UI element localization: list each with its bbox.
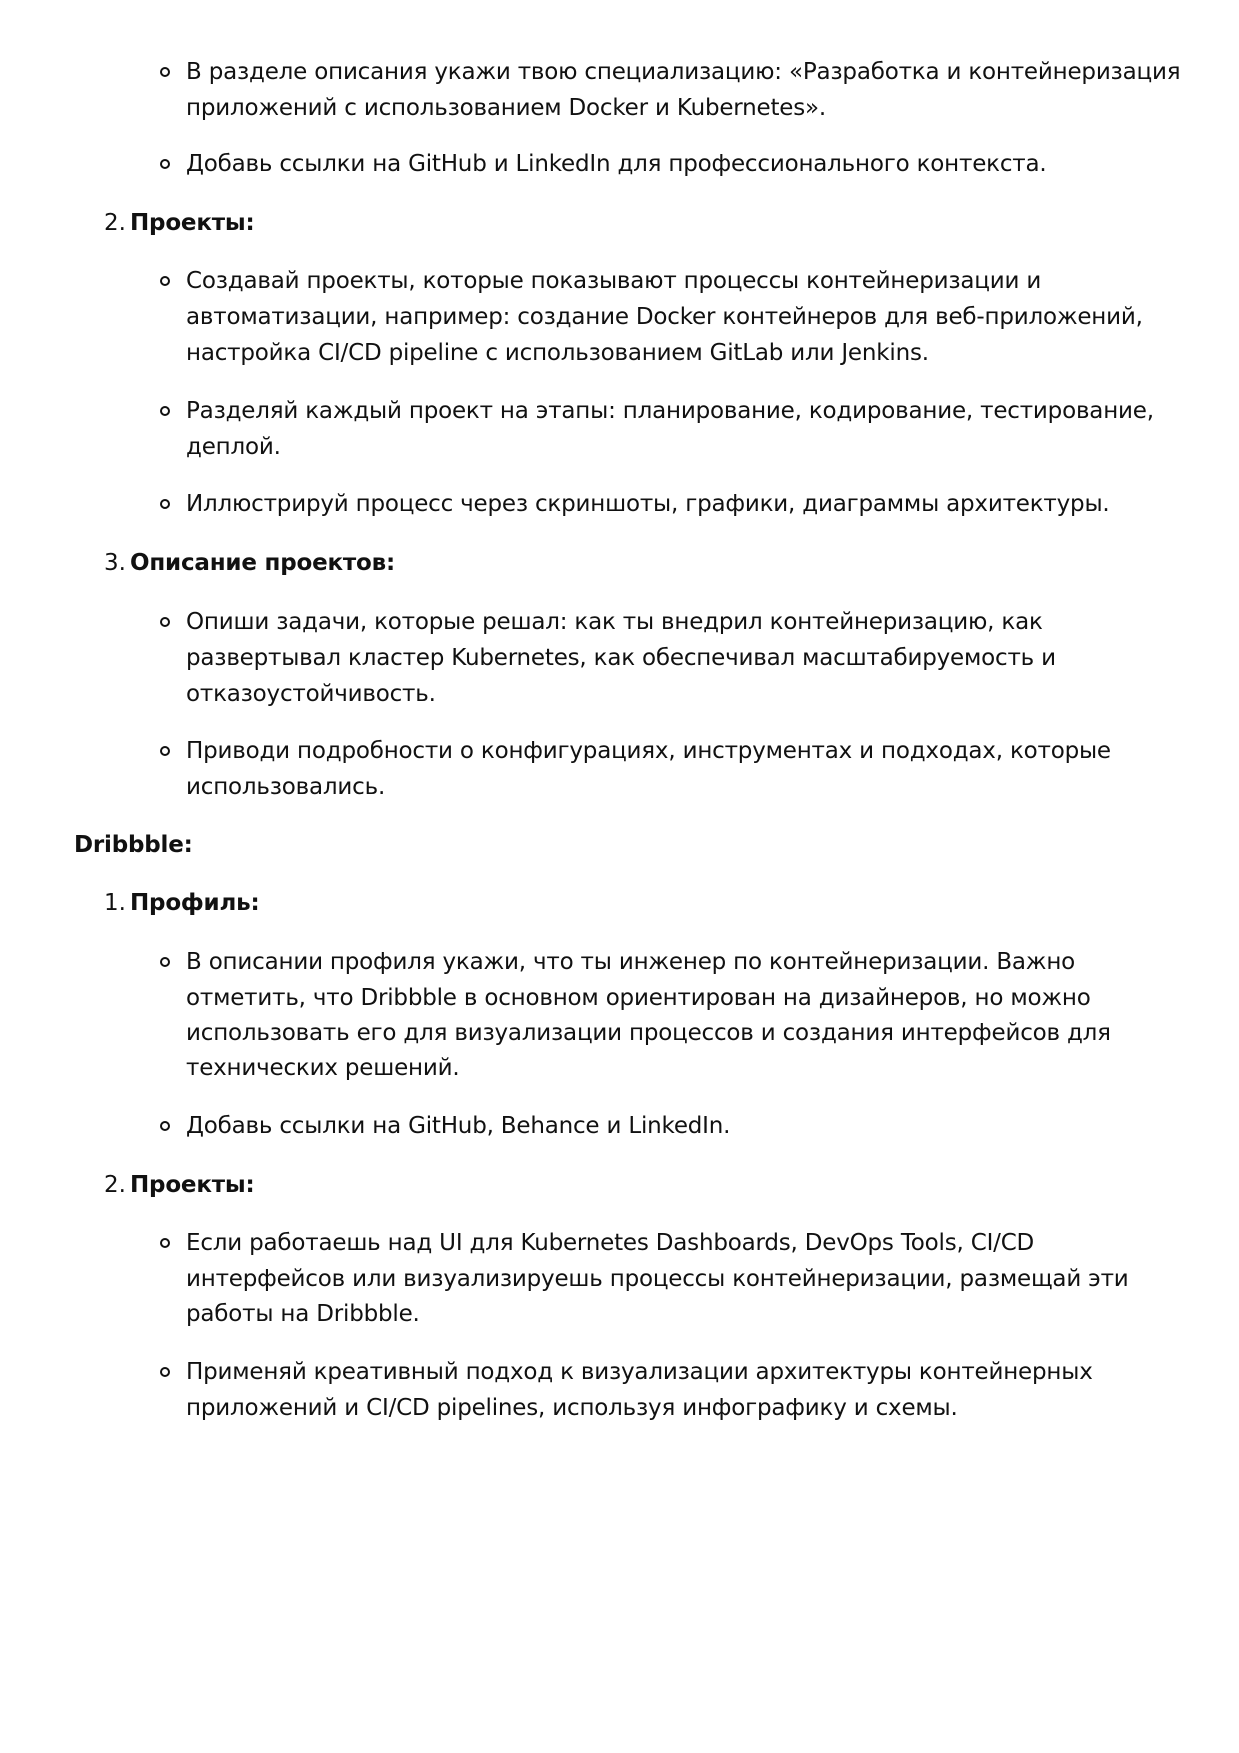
bullet-icon xyxy=(160,159,170,169)
bullet-icon xyxy=(160,1238,170,1248)
list-item-line: Опиши задачи, которые решал: как ты внедрил контейнеризацию, как xyxy=(186,609,1043,635)
list-item-line: Создавай проекты, которые показывают процессы контейнеризации и xyxy=(186,268,1042,294)
list-item-line: автоматизации, например: создание Docker контейнеров для веб-приложений, xyxy=(186,304,1143,330)
bullet-icon xyxy=(160,1121,170,1131)
list-item-line: использовать его для визуализации процессов и создания интерфейсов для xyxy=(186,1020,1111,1046)
section-title: Описание проектов: xyxy=(130,550,395,576)
list-item-line: технических решений. xyxy=(186,1055,460,1081)
list-item-line: приложений и CI/CD pipelines, используя инфографику и схемы. xyxy=(186,1395,958,1421)
list-item-line: развертывал кластер Kubernetes, как обеспечивал масштабируемость и xyxy=(186,645,1056,671)
dribbble-heading: Dribbble: xyxy=(74,832,193,858)
section-title: Профиль: xyxy=(130,890,260,916)
bullet-icon xyxy=(160,617,170,627)
list-item-line: отметить, что Dribbble в основном ориентирован на дизайнеров, но можно xyxy=(186,985,1091,1011)
list-item-line: Добавь ссылки на GitHub, Behance и LinkedIn. xyxy=(186,1113,731,1139)
list-item-line: интерфейсов или визуализируешь процессы контейнеризации, размещай эти xyxy=(186,1266,1129,1292)
list-item-line: Применяй креативный подход к визуализации архитектуры контейнерных xyxy=(186,1359,1093,1385)
list-item-line: настройка CI/CD pipeline с использованием GitLab или Jenkins. xyxy=(186,340,929,366)
list-item-line: Добавь ссылки на GitHub и LinkedIn для профессионального контекста. xyxy=(186,151,1047,177)
list-item-line: Если работаешь над UI для Kubernetes Dashboards, DevOps Tools, CI/CD xyxy=(186,1230,1035,1256)
list-item-line: Разделяй каждый проект на этапы: планирование, кодирование, тестирование, xyxy=(186,398,1154,424)
bullet-icon xyxy=(160,957,170,967)
list-item-line: В описании профиля укажи, что ты инженер по контейнеризации. Важно xyxy=(186,949,1076,975)
section-number: 1. xyxy=(104,890,126,916)
list-item-line: приложений с использованием Docker и Kubernetes». xyxy=(186,95,827,121)
section-title: Проекты: xyxy=(130,210,255,236)
list-item-line: использовались. xyxy=(186,774,386,800)
section-number: 2. xyxy=(104,1172,126,1198)
bullet-icon xyxy=(160,406,170,416)
list-item-line: деплой. xyxy=(186,434,281,460)
bullet-icon xyxy=(160,499,170,509)
section-title: Проекты: xyxy=(130,1172,255,1198)
bullet-icon xyxy=(160,276,170,286)
list-item-line: отказоустойчивость. xyxy=(186,681,436,707)
bullet-icon xyxy=(160,1367,170,1377)
list-item-line: Приводи подробности о конфигурациях, инструментах и подходах, которые xyxy=(186,738,1111,764)
bullet-icon xyxy=(160,67,170,77)
list-item-line: В разделе описания укажи твою специализацию: «Разработка и контейнеризация xyxy=(186,59,1181,85)
section-number: 3. xyxy=(104,550,126,576)
bullet-icon xyxy=(160,746,170,756)
section-number: 2. xyxy=(104,210,126,236)
list-item-line: работы на Dribbble. xyxy=(186,1301,420,1327)
list-item-line: Иллюстрируй процесс через скриншоты, графики, диаграммы архитектуры. xyxy=(186,491,1110,517)
